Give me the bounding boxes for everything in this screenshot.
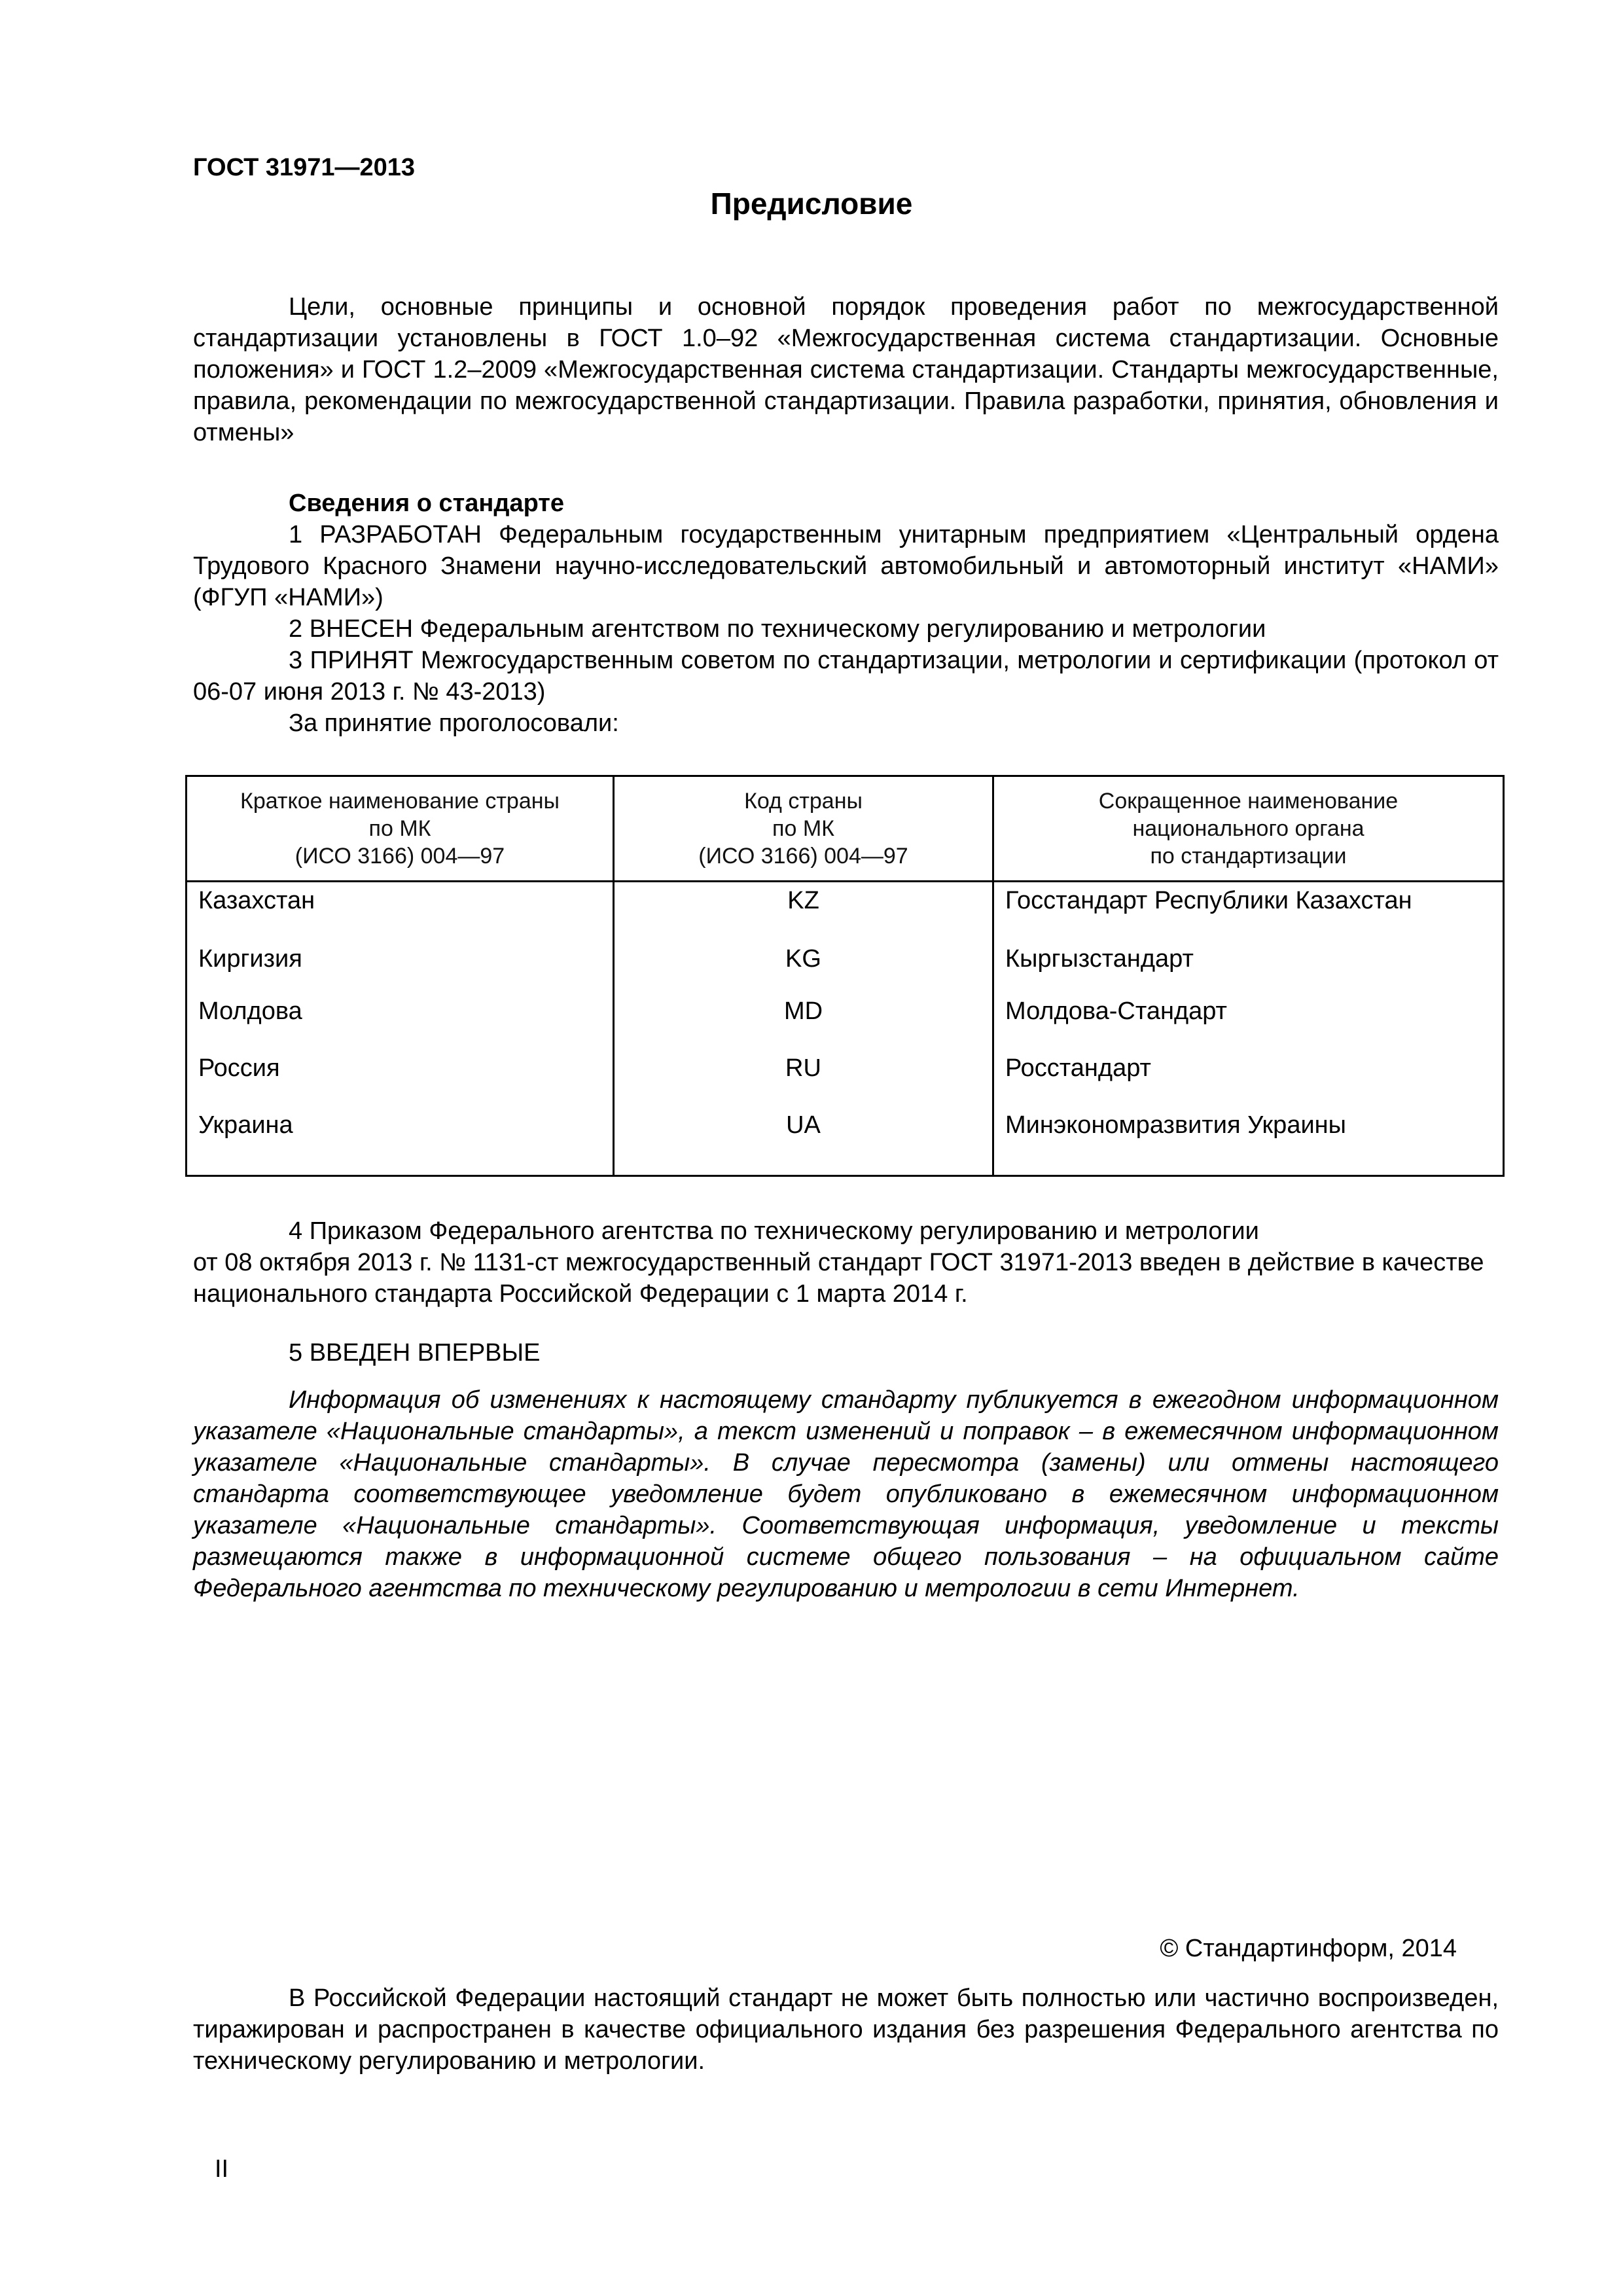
table-cell-body: Молдова-Стандарт (1005, 997, 1227, 1025)
table-cell-code: KG (785, 945, 821, 973)
voting-countries-table (185, 775, 1505, 1177)
enactment-line-first: 4 Приказом Федерального агентства по техническому регулированию и метрологии (289, 1217, 1259, 1245)
info-item-submitted: 2 ВНЕСЕН Федеральным агентством по техническому регулированию и метрологии (289, 615, 1266, 643)
intro-paragraph-block (193, 291, 1499, 448)
table-cell-country: Молдова (198, 997, 302, 1025)
header-line: по МК (772, 816, 834, 841)
table-cell-country: Украина (198, 1111, 293, 1139)
rights-block (193, 1982, 1499, 2077)
table-cell-code: KZ (787, 887, 819, 914)
header-line: Код страны (744, 789, 863, 814)
table-cell-country: Казахстан (198, 887, 315, 914)
enactment-line-rest: от 08 октября 2013 г. № 1131-ст межгосударственный стандарт ГОСТ 31971-2013 введен в действие в качестве национального стандарта Российской Федерации с 1 марта 2014 г. (193, 1249, 1484, 1308)
table-header-national-body (994, 780, 1503, 878)
rights-paragraph: В Российской Федерации настоящий стандарт не может быть полностью или частично воспроизведен, тиражирован и распространен в качестве официального издания без разрешения Федерального агентства по техническому регулированию и метрологии. (193, 1984, 1499, 2075)
document-code-header: ГОСТ 31971—2013 (193, 154, 416, 181)
header-line: (ИСО 3166) 004—97 (294, 844, 505, 869)
info-item-developed: 1 РАЗРАБОТАН Федеральным государственным унитарным предприятием «Центральный ордена Трудового Красного Знамени научно-исследовательский автомобильный и автомоторный институт «НАМИ» (ФГУП «НАМИ») (193, 521, 1499, 611)
standard-info-section (193, 488, 1499, 739)
table-header-country-code (615, 780, 992, 878)
page-title: Предисловие (710, 187, 913, 221)
page-number: II (215, 2155, 229, 2183)
table-cell-body: Минэкономразвития Украины (1005, 1111, 1346, 1139)
changes-notice-paragraph: Информация об изменениях к настоящему стандарту публикуется в ежегодном информационном указателе «Национальные стандарты», а текст изменений и поправок – в ежемесячном информационном указателе «Национальные стандарты». В случае пересмотра (замены) или отмены настоящего стандарта соответствующее уведомление будет опубликовано в ежемесячном информационном указателе «Национальные стандарты». Соответствующая информация, уведомление и тексты размещаются также в информационной системе общего пользования – на официальном сайте Федерального агентства по техническому регулированию и метрологии в сети Интернет. (193, 1386, 1499, 1602)
header-line: по МК (368, 816, 431, 841)
header-line: Сокращенное наименование (1098, 789, 1399, 814)
standard-info-heading: Сведения о стандарте (289, 490, 565, 517)
table-cell-body: Кыргызстандарт (1005, 945, 1194, 973)
table-cell-code: UA (786, 1111, 821, 1139)
header-line: национального органа (1132, 816, 1364, 841)
voted-label: За принятие проголосовали: (289, 709, 619, 737)
table-cell-country: Россия (198, 1054, 280, 1082)
table-header-divider (187, 880, 1503, 882)
intro-paragraph: Цели, основные принципы и основной порядок проведения работ по межгосударственной стандартизации установлены в ГОСТ 1.0–92 «Межгосударственная система стандартизации. Основные положения» и ГОСТ 1.2–2009 «Межгосударственная система стандартизации. Стандарты межгосударственные, правила, рекомендации по межгосударственной стандартизации. Правила разработки, принятия, обновления и отмены» (193, 293, 1499, 446)
table-cell-body: Росстандарт (1005, 1054, 1151, 1082)
table-header-country-name (187, 780, 613, 878)
table-cell-country: Киргизия (198, 945, 302, 973)
copyright-line: © Стандартинформ, 2014 (1160, 1935, 1457, 1962)
info-item-adopted: 3 ПРИНЯТ Межгосударственным советом по стандартизации, метрологии и сертификации (протокол от 06-07 июня 2013 г. № 43-2013) (193, 647, 1499, 706)
table-cell-code: RU (785, 1054, 821, 1082)
first-introduced-label: 5 ВВЕДЕН ВПЕРВЫЕ (289, 1339, 541, 1367)
header-line: (ИСО 3166) 004—97 (698, 844, 908, 869)
table-cell-code: MD (783, 997, 823, 1025)
notice-block (193, 1384, 1499, 1604)
enactment-section (193, 1215, 1499, 1310)
header-line: по стандартизации (1150, 844, 1347, 869)
first-introduced-block (193, 1337, 1499, 1369)
table-cell-body: Госстандарт Республики Казахстан (1005, 887, 1412, 914)
header-line: Краткое наименование страны (240, 789, 560, 814)
